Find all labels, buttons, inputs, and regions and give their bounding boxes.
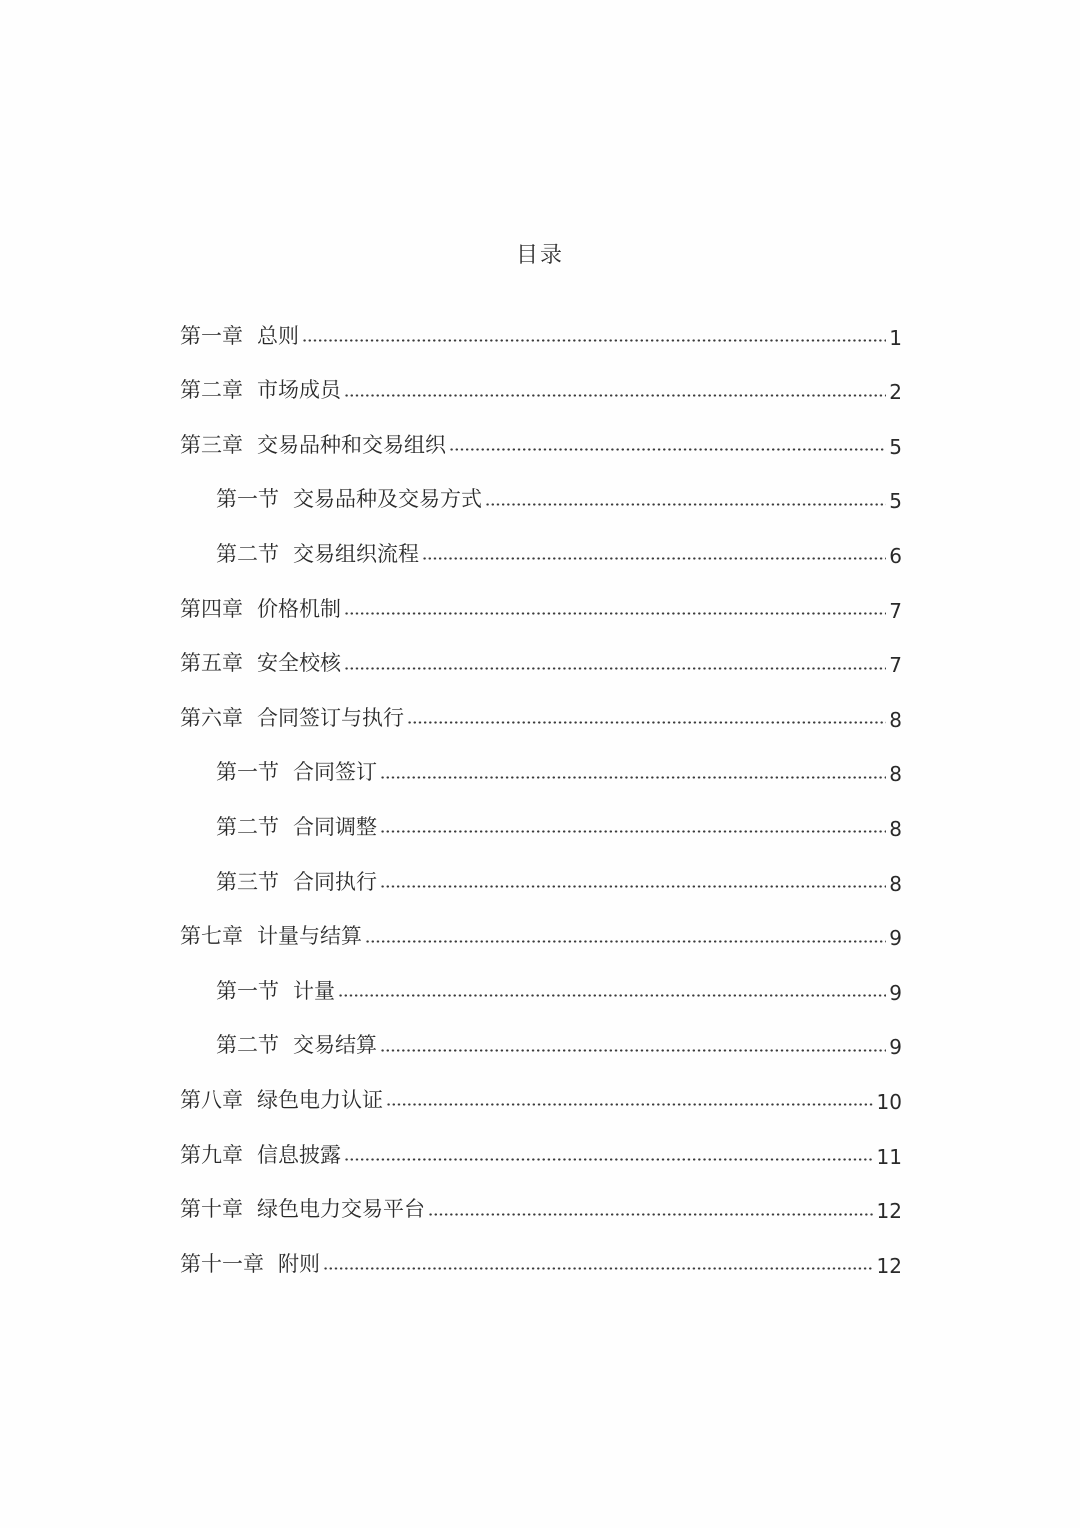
toc-entry[interactable] (180, 351, 902, 406)
toc-entry-number: 第十一章 (180, 1251, 264, 1276)
dot-leader (338, 993, 886, 999)
toc-entry-number: 第三章 (180, 432, 243, 457)
toc-entry[interactable] (180, 405, 902, 460)
dot-leader (380, 829, 886, 835)
toc-entry[interactable] (180, 842, 902, 897)
toc-entry[interactable] (180, 951, 902, 1006)
toc-entry[interactable] (180, 1006, 902, 1061)
dot-leader (323, 1266, 874, 1272)
dot-leader (344, 392, 886, 398)
toc-entry[interactable] (180, 1170, 902, 1225)
toc-entry-title: 交易品种及交易方式 (293, 487, 482, 512)
toc-entry-number: 第二章 (180, 378, 243, 403)
dot-leader (380, 884, 886, 890)
toc-entry-label (180, 380, 341, 405)
toc-entry[interactable] (180, 296, 902, 351)
toc-entry-number: 第一节 (216, 760, 279, 785)
toc-entry-page-number: 8 (889, 707, 902, 732)
toc-entry[interactable] (180, 569, 902, 624)
toc-entry-page-number: 8 (889, 816, 902, 841)
toc-entry-number: 第五章 (180, 651, 243, 676)
table-of-contents (180, 296, 902, 1279)
dot-leader (485, 501, 886, 507)
toc-entry-number: 第二节 (216, 1033, 279, 1058)
toc-entry-label (216, 869, 377, 897)
toc-entry-title: 附则 (278, 1251, 320, 1276)
toc-entry-page-number: 10 (876, 1089, 902, 1114)
toc-entry-page-number: 12 (876, 1199, 902, 1224)
toc-entry-label (216, 814, 377, 842)
dot-leader (428, 1211, 874, 1217)
toc-entry-number: 第一节 (216, 978, 279, 1003)
toc-entry-label (216, 541, 419, 569)
page-title: 目录 (515, 243, 564, 268)
toc-entry-number: 第一节 (216, 487, 279, 512)
toc-entry-page-number: 9 (889, 980, 902, 1005)
toc-entry-label (180, 653, 341, 678)
toc-entry[interactable] (180, 460, 902, 515)
toc-entry-number: 第一章 (180, 323, 243, 348)
toc-entry-title: 市场成员 (257, 378, 341, 403)
toc-entry-number: 第八章 (180, 1087, 243, 1112)
dot-leader (365, 938, 886, 944)
toc-entry-page-number: 7 (889, 653, 902, 678)
toc-entry-number: 第六章 (180, 705, 243, 730)
toc-entry-number: 第二节 (216, 814, 279, 839)
toc-entry-title: 计量 (293, 978, 335, 1003)
toc-entry-label (180, 432, 446, 460)
toc-entry-title: 安全校核 (257, 651, 341, 676)
dot-leader (407, 720, 886, 726)
dot-leader (344, 611, 886, 617)
toc-entry-title: 交易品种和交易组织 (257, 432, 446, 457)
toc-entry[interactable] (180, 787, 902, 842)
toc-entry-number: 第二节 (216, 541, 279, 566)
toc-entry[interactable] (180, 624, 902, 679)
dot-leader (422, 556, 886, 562)
toc-entry[interactable] (180, 1060, 902, 1115)
toc-entry-title: 合同调整 (293, 814, 377, 839)
toc-entry-label (180, 705, 404, 733)
toc-entry[interactable] (180, 733, 902, 788)
toc-entry[interactable] (180, 514, 902, 569)
toc-entry-page-number: 7 (889, 598, 902, 623)
toc-entry[interactable] (180, 1115, 902, 1170)
toc-entry-title: 总则 (257, 323, 299, 348)
toc-entry-page-number: 11 (876, 1144, 902, 1169)
toc-entry-number: 第四章 (180, 596, 243, 621)
toc-entry-label (216, 489, 482, 514)
toc-entry-label (216, 762, 377, 787)
toc-entry-page-number: 8 (889, 871, 902, 896)
dot-leader (344, 665, 886, 671)
toc-entry-page-number: 9 (889, 1035, 902, 1060)
toc-entry-label (180, 323, 299, 351)
toc-entry-page-number: 9 (889, 926, 902, 951)
dot-leader (344, 1157, 874, 1163)
toc-entry-title: 绿色电力交易平台 (257, 1197, 425, 1222)
toc-entry-label (180, 596, 341, 624)
toc-entry-label (180, 1199, 425, 1224)
toc-entry-title: 绿色电力认证 (257, 1087, 383, 1112)
toc-entry-title: 交易组织流程 (293, 541, 419, 566)
toc-entry[interactable] (180, 897, 902, 952)
toc-entry-label (216, 978, 335, 1006)
toc-entry-label (180, 926, 362, 951)
toc-entry-number: 第九章 (180, 1142, 243, 1167)
toc-entry-label (216, 1035, 377, 1060)
toc-entry-title: 计量与结算 (257, 924, 362, 949)
dot-leader (386, 1102, 874, 1108)
toc-entry[interactable] (180, 678, 902, 733)
toc-entry-number: 第十章 (180, 1197, 243, 1222)
toc-entry-title: 合同签订与执行 (257, 705, 404, 730)
dot-leader (449, 447, 886, 453)
toc-entry-page-number: 5 (889, 434, 902, 459)
dot-leader (380, 1047, 886, 1053)
toc-entry-title: 信息披露 (257, 1142, 341, 1167)
toc-entry-page-number: 6 (889, 543, 902, 568)
toc-entry-label (180, 1087, 383, 1115)
toc-entry-number: 第七章 (180, 924, 243, 949)
dot-leader (302, 338, 886, 344)
toc-entry-label (180, 1142, 341, 1170)
toc-entry-page-number: 1 (889, 325, 902, 350)
toc-entry-label (180, 1251, 320, 1279)
toc-entry-page-number: 2 (889, 380, 902, 405)
toc-entry-page-number: 12 (876, 1253, 902, 1278)
toc-entry-number: 第三节 (216, 869, 279, 894)
dot-leader (380, 774, 886, 780)
toc-entry[interactable] (180, 1224, 902, 1279)
toc-entry-title: 合同执行 (293, 869, 377, 894)
toc-entry-title: 价格机制 (257, 596, 341, 621)
toc-entry-page-number: 5 (889, 489, 902, 514)
toc-entry-page-number: 8 (889, 762, 902, 787)
toc-entry-title: 合同签订 (293, 760, 377, 785)
toc-entry-title: 交易结算 (293, 1033, 377, 1058)
